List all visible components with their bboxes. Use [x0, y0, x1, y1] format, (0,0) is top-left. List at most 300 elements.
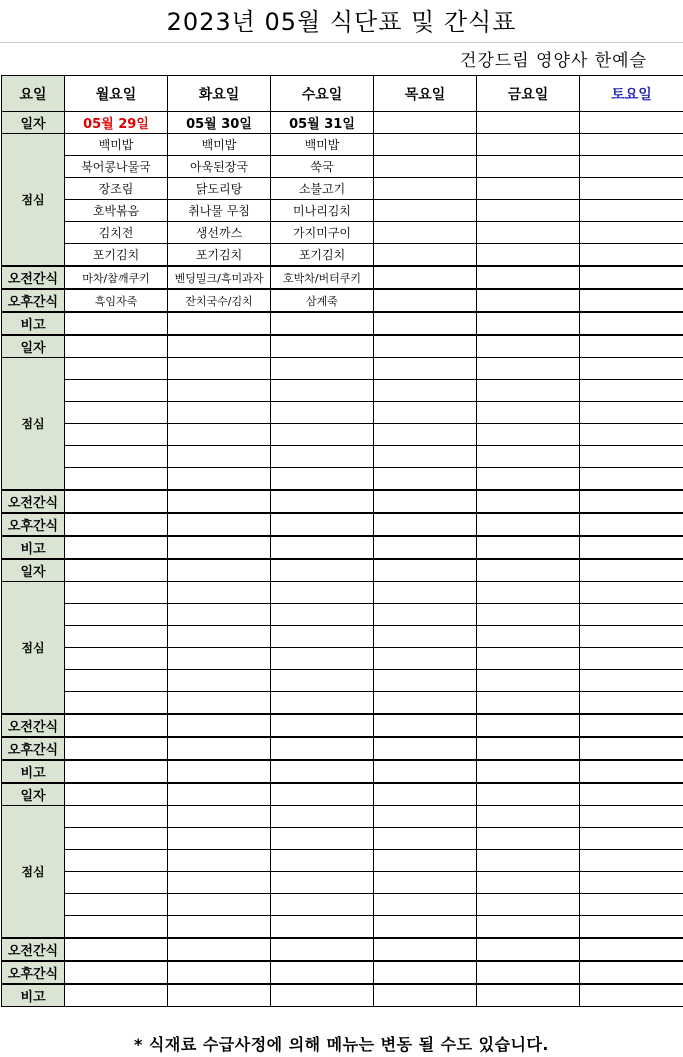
- lunch-row: [2, 670, 683, 692]
- lunch-row: [2, 380, 683, 402]
- lunch-item-tue: [168, 468, 271, 491]
- pm-snack-sat: [580, 513, 683, 536]
- lunch-item-mon: 백미밥: [65, 134, 168, 156]
- am-snack-wed: [271, 490, 374, 513]
- lunch-item-thu: [374, 468, 477, 491]
- lunch-row: [2, 582, 683, 604]
- lunch-row: [2, 828, 683, 850]
- lunch-item-thu: [374, 872, 477, 894]
- lunch-row: [2, 244, 683, 267]
- lunch-item-tue: [168, 424, 271, 446]
- am-snack-row: [2, 490, 683, 513]
- lunch-item-sat: [580, 380, 683, 402]
- date-label: 일자: [2, 112, 65, 134]
- lunch-item-thu: [374, 200, 477, 222]
- lunch-item-wed: [271, 894, 374, 916]
- date-cell-sat: [580, 112, 683, 134]
- lunch-item-tue: [168, 828, 271, 850]
- date-cell-sat: [580, 335, 683, 358]
- am-snack-thu: [374, 938, 477, 961]
- lunch-item-thu: [374, 894, 477, 916]
- date-cell-sat: [580, 783, 683, 806]
- am-snack-tue: [168, 938, 271, 961]
- lunch-item-thu: [374, 582, 477, 604]
- pm-snack-tue: [168, 961, 271, 984]
- date-label: 일자: [2, 559, 65, 582]
- am-snack-tue: 벤딩밀크/흑미과자: [168, 266, 271, 289]
- lunch-item-wed: [271, 850, 374, 872]
- lunch-item-fri: [477, 446, 580, 468]
- pm-snack-sat: [580, 289, 683, 312]
- date-row: [2, 559, 683, 582]
- lunch-row: [2, 424, 683, 446]
- lunch-item-tue: [168, 806, 271, 828]
- lunch-item-fri: [477, 670, 580, 692]
- lunch-item-thu: [374, 850, 477, 872]
- date-cell-wed: [271, 559, 374, 582]
- lunch-item-mon: [65, 806, 168, 828]
- lunch-item-thu: [374, 222, 477, 244]
- lunch-item-sat: [580, 156, 683, 178]
- lunch-item-sat: [580, 446, 683, 468]
- note-wed: [271, 760, 374, 783]
- date-cell-tue: [168, 559, 271, 582]
- lunch-item-sat: [580, 916, 683, 939]
- lunch-item-tue: 포기김치: [168, 244, 271, 267]
- lunch-row: [2, 648, 683, 670]
- lunch-item-tue: [168, 648, 271, 670]
- lunch-row: [2, 806, 683, 828]
- am-snack-fri: [477, 490, 580, 513]
- lunch-row: [2, 604, 683, 626]
- note-row: [2, 536, 683, 559]
- lunch-item-mon: 장조림: [65, 178, 168, 200]
- lunch-item-sat: [580, 402, 683, 424]
- lunch-item-wed: [271, 828, 374, 850]
- weekday-header-sat: 토요일: [580, 76, 683, 112]
- lunch-item-tue: [168, 446, 271, 468]
- am-snack-wed: 호박차/버터쿠키: [271, 266, 374, 289]
- note-sat: [580, 536, 683, 559]
- lunch-item-thu: [374, 424, 477, 446]
- lunch-item-thu: [374, 402, 477, 424]
- note-sat: [580, 984, 683, 1007]
- lunch-item-thu: [374, 446, 477, 468]
- am-snack-fri: [477, 266, 580, 289]
- am-snack-thu: [374, 490, 477, 513]
- note-fri: [477, 536, 580, 559]
- note-thu: [374, 312, 477, 335]
- pm-snack-thu: [374, 289, 477, 312]
- note-label: 비고: [2, 760, 65, 783]
- am-snack-sat: [580, 938, 683, 961]
- date-cell-mon: [65, 335, 168, 358]
- lunch-item-tue: 아욱된장국: [168, 156, 271, 178]
- am-snack-fri: [477, 714, 580, 737]
- lunch-item-wed: 백미밥: [271, 134, 374, 156]
- date-cell-wed: [271, 783, 374, 806]
- lunch-item-sat: [580, 626, 683, 648]
- lunch-item-fri: [477, 402, 580, 424]
- note-fri: [477, 984, 580, 1007]
- date-cell-mon: [65, 559, 168, 582]
- note-mon: [65, 760, 168, 783]
- lunch-item-mon: [65, 648, 168, 670]
- date-label: 일자: [2, 783, 65, 806]
- lunch-item-thu: [374, 828, 477, 850]
- note-tue: [168, 312, 271, 335]
- date-cell-wed: [271, 335, 374, 358]
- lunch-row: [2, 626, 683, 648]
- date-label: 일자: [2, 335, 65, 358]
- lunch-item-mon: [65, 468, 168, 491]
- lunch-item-fri: [477, 582, 580, 604]
- note-sat: [580, 760, 683, 783]
- lunch-item-mon: [65, 582, 168, 604]
- lunch-item-thu: [374, 244, 477, 267]
- menu-change-notice: * 식재료 수급사정에 의해 메뉴는 변동 될 수도 있습니다.: [133, 1035, 550, 1054]
- pm-snack-mon: [65, 961, 168, 984]
- lunch-item-tue: [168, 872, 271, 894]
- lunch-item-thu: [374, 604, 477, 626]
- lunch-item-tue: [168, 604, 271, 626]
- lunch-item-sat: [580, 850, 683, 872]
- lunch-item-thu: [374, 156, 477, 178]
- date-cell-fri: [477, 783, 580, 806]
- lunch-item-fri: [477, 604, 580, 626]
- lunch-item-tue: [168, 380, 271, 402]
- lunch-label: 점심: [2, 806, 65, 939]
- note-mon: [65, 536, 168, 559]
- lunch-item-tue: [168, 626, 271, 648]
- note-thu: [374, 760, 477, 783]
- pm-snack-row: [2, 737, 683, 760]
- lunch-row: [2, 358, 683, 380]
- lunch-item-wed: [271, 582, 374, 604]
- weekday-header-thu: 목요일: [374, 76, 477, 112]
- note-tue: [168, 984, 271, 1007]
- lunch-item-sat: [580, 872, 683, 894]
- lunch-item-sat: [580, 358, 683, 380]
- lunch-item-wed: 소불고기: [271, 178, 374, 200]
- lunch-item-tue: [168, 916, 271, 939]
- lunch-item-thu: [374, 806, 477, 828]
- pm-snack-wed: [271, 961, 374, 984]
- lunch-item-mon: [65, 916, 168, 939]
- lunch-item-wed: [271, 358, 374, 380]
- lunch-item-fri: [477, 222, 580, 244]
- am-snack-tue: [168, 490, 271, 513]
- lunch-item-tue: [168, 692, 271, 715]
- am-snack-row: [2, 938, 683, 961]
- lunch-item-sat: [580, 670, 683, 692]
- am-snack-sat: [580, 490, 683, 513]
- lunch-row: [2, 222, 683, 244]
- lunch-item-mon: [65, 446, 168, 468]
- lunch-item-fri: [477, 916, 580, 939]
- am-snack-wed: [271, 938, 374, 961]
- lunch-item-mon: [65, 402, 168, 424]
- weekday-header-tue: 화요일: [168, 76, 271, 112]
- lunch-item-mon: [65, 872, 168, 894]
- lunch-item-mon: [65, 670, 168, 692]
- date-cell-thu: [374, 559, 477, 582]
- lunch-item-wed: [271, 872, 374, 894]
- lunch-item-tue: 취나물 무침: [168, 200, 271, 222]
- note-tue: [168, 760, 271, 783]
- lunch-item-mon: 포기김치: [65, 244, 168, 267]
- lunch-row: [2, 178, 683, 200]
- pm-snack-label: 오후간식: [2, 961, 65, 984]
- date-cell-tue: [168, 335, 271, 358]
- pm-snack-wed: 삼계죽: [271, 289, 374, 312]
- lunch-item-wed: [271, 424, 374, 446]
- lunch-row: [2, 446, 683, 468]
- am-snack-row: [2, 266, 683, 289]
- am-snack-tue: [168, 714, 271, 737]
- lunch-item-thu: [374, 178, 477, 200]
- lunch-item-thu: [374, 626, 477, 648]
- lunch-item-tue: [168, 850, 271, 872]
- date-cell-mon: [65, 783, 168, 806]
- am-snack-wed: [271, 714, 374, 737]
- lunch-item-wed: 포기김치: [271, 244, 374, 267]
- date-cell-thu: [374, 335, 477, 358]
- lunch-item-sat: [580, 424, 683, 446]
- lunch-item-sat: [580, 200, 683, 222]
- pm-snack-sat: [580, 961, 683, 984]
- lunch-item-thu: [374, 134, 477, 156]
- lunch-item-thu: [374, 380, 477, 402]
- pm-snack-row: [2, 289, 683, 312]
- note-label: 비고: [2, 536, 65, 559]
- date-cell-tue: 05월 30일: [168, 112, 271, 134]
- lunch-item-wed: 미나리김치: [271, 200, 374, 222]
- lunch-item-sat: [580, 222, 683, 244]
- lunch-item-fri: [477, 692, 580, 715]
- lunch-item-wed: 가지미구이: [271, 222, 374, 244]
- pm-snack-row: [2, 513, 683, 536]
- am-snack-mon: [65, 490, 168, 513]
- lunch-row: [2, 200, 683, 222]
- pm-snack-sat: [580, 737, 683, 760]
- weekday-header-label: 요일: [2, 76, 65, 112]
- lunch-row: [2, 468, 683, 491]
- lunch-label: 점심: [2, 134, 65, 267]
- note-thu: [374, 536, 477, 559]
- note-mon: [65, 984, 168, 1007]
- lunch-item-fri: [477, 648, 580, 670]
- note-row: [2, 312, 683, 335]
- lunch-row: [2, 894, 683, 916]
- lunch-item-tue: [168, 670, 271, 692]
- lunch-item-sat: [580, 582, 683, 604]
- am-snack-label: 오전간식: [2, 714, 65, 737]
- pm-snack-label: 오후간식: [2, 737, 65, 760]
- note-row: [2, 984, 683, 1007]
- date-cell-fri: [477, 112, 580, 134]
- weekday-header-wed: 수요일: [271, 76, 374, 112]
- lunch-item-wed: [271, 446, 374, 468]
- am-snack-fri: [477, 938, 580, 961]
- date-row: [2, 335, 683, 358]
- note-label: 비고: [2, 984, 65, 1007]
- note-fri: [477, 312, 580, 335]
- pm-snack-tue: [168, 513, 271, 536]
- weekday-header-row: [2, 76, 683, 112]
- pm-snack-thu: [374, 961, 477, 984]
- note-label: 비고: [2, 312, 65, 335]
- pm-snack-label: 오후간식: [2, 289, 65, 312]
- am-snack-row: [2, 714, 683, 737]
- date-cell-sat: [580, 559, 683, 582]
- lunch-item-tue: [168, 402, 271, 424]
- lunch-row: [2, 134, 683, 156]
- lunch-item-fri: [477, 244, 580, 267]
- lunch-item-fri: [477, 894, 580, 916]
- am-snack-label: 오전간식: [2, 490, 65, 513]
- pm-snack-label: 오후간식: [2, 513, 65, 536]
- pm-snack-mon: 흑임자죽: [65, 289, 168, 312]
- date-cell-thu: [374, 112, 477, 134]
- pm-snack-fri: [477, 289, 580, 312]
- pm-snack-thu: [374, 513, 477, 536]
- lunch-row: [2, 916, 683, 939]
- am-snack-label: 오전간식: [2, 938, 65, 961]
- lunch-item-fri: [477, 806, 580, 828]
- lunch-item-sat: [580, 828, 683, 850]
- lunch-item-mon: [65, 894, 168, 916]
- lunch-row: [2, 850, 683, 872]
- lunch-item-fri: [477, 178, 580, 200]
- note-mon: [65, 312, 168, 335]
- lunch-label: 점심: [2, 582, 65, 715]
- lunch-row: [2, 692, 683, 715]
- am-snack-sat: [580, 714, 683, 737]
- pm-snack-tue: 잔치국수/김치: [168, 289, 271, 312]
- lunch-item-fri: [477, 134, 580, 156]
- lunch-item-wed: [271, 468, 374, 491]
- lunch-item-wed: [271, 380, 374, 402]
- lunch-item-mon: 김치전: [65, 222, 168, 244]
- am-snack-mon: 마차/참깨쿠키: [65, 266, 168, 289]
- pm-snack-thu: [374, 737, 477, 760]
- pm-snack-tue: [168, 737, 271, 760]
- lunch-item-fri: [477, 828, 580, 850]
- lunch-item-sat: [580, 894, 683, 916]
- lunch-item-sat: [580, 692, 683, 715]
- note-tue: [168, 536, 271, 559]
- lunch-item-mon: [65, 604, 168, 626]
- lunch-item-tue: 닭도리탕: [168, 178, 271, 200]
- pm-snack-wed: [271, 513, 374, 536]
- lunch-item-fri: [477, 380, 580, 402]
- lunch-item-sat: [580, 178, 683, 200]
- am-snack-thu: [374, 266, 477, 289]
- lunch-item-sat: [580, 134, 683, 156]
- lunch-item-wed: [271, 692, 374, 715]
- lunch-item-fri: [477, 424, 580, 446]
- lunch-item-sat: [580, 244, 683, 267]
- lunch-item-wed: [271, 806, 374, 828]
- pm-snack-mon: [65, 737, 168, 760]
- date-cell-wed: 05월 31일: [271, 112, 374, 134]
- note-sat: [580, 312, 683, 335]
- note-wed: [271, 536, 374, 559]
- meal-schedule-table: [1, 75, 683, 1007]
- page-title: 2023년 05월 식단표 및 간식표: [166, 8, 517, 36]
- am-snack-thu: [374, 714, 477, 737]
- lunch-item-fri: [477, 358, 580, 380]
- am-snack-mon: [65, 714, 168, 737]
- pm-snack-wed: [271, 737, 374, 760]
- lunch-item-tue: [168, 358, 271, 380]
- lunch-item-sat: [580, 604, 683, 626]
- lunch-row: [2, 872, 683, 894]
- am-snack-label: 오전간식: [2, 266, 65, 289]
- note-wed: [271, 984, 374, 1007]
- date-cell-fri: [477, 559, 580, 582]
- lunch-item-mon: 호박볶음: [65, 200, 168, 222]
- lunch-item-wed: [271, 626, 374, 648]
- lunch-item-mon: [65, 380, 168, 402]
- note-fri: [477, 760, 580, 783]
- lunch-item-sat: [580, 468, 683, 491]
- lunch-item-mon: [65, 626, 168, 648]
- lunch-item-thu: [374, 692, 477, 715]
- lunch-item-mon: [65, 692, 168, 715]
- pm-snack-fri: [477, 513, 580, 536]
- lunch-item-mon: [65, 424, 168, 446]
- lunch-item-thu: [374, 670, 477, 692]
- lunch-item-sat: [580, 648, 683, 670]
- lunch-item-thu: [374, 358, 477, 380]
- lunch-item-mon: [65, 828, 168, 850]
- lunch-item-wed: [271, 916, 374, 939]
- lunch-row: [2, 156, 683, 178]
- lunch-item-tue: [168, 582, 271, 604]
- lunch-item-sat: [580, 806, 683, 828]
- pm-snack-fri: [477, 737, 580, 760]
- lunch-item-wed: [271, 648, 374, 670]
- lunch-item-fri: [477, 850, 580, 872]
- pm-snack-row: [2, 961, 683, 984]
- lunch-item-mon: [65, 358, 168, 380]
- lunch-item-wed: [271, 402, 374, 424]
- lunch-item-fri: [477, 200, 580, 222]
- date-cell-tue: [168, 783, 271, 806]
- lunch-item-mon: 북어콩나물국: [65, 156, 168, 178]
- lunch-item-fri: [477, 156, 580, 178]
- lunch-label: 점심: [2, 358, 65, 491]
- date-cell-fri: [477, 335, 580, 358]
- date-cell-thu: [374, 783, 477, 806]
- note-wed: [271, 312, 374, 335]
- date-cell-mon: 05월 29일: [65, 112, 168, 134]
- am-snack-sat: [580, 266, 683, 289]
- weekday-header-fri: 금요일: [477, 76, 580, 112]
- lunch-item-tue: [168, 894, 271, 916]
- title-divider: [0, 42, 683, 43]
- am-snack-mon: [65, 938, 168, 961]
- lunch-item-tue: 생선까스: [168, 222, 271, 244]
- lunch-row: [2, 402, 683, 424]
- dietitian-credit: 건강드림 영양사 한예슬: [459, 51, 647, 71]
- lunch-item-tue: 백미밥: [168, 134, 271, 156]
- lunch-item-fri: [477, 626, 580, 648]
- lunch-item-wed: 쑥국: [271, 156, 374, 178]
- lunch-item-fri: [477, 468, 580, 491]
